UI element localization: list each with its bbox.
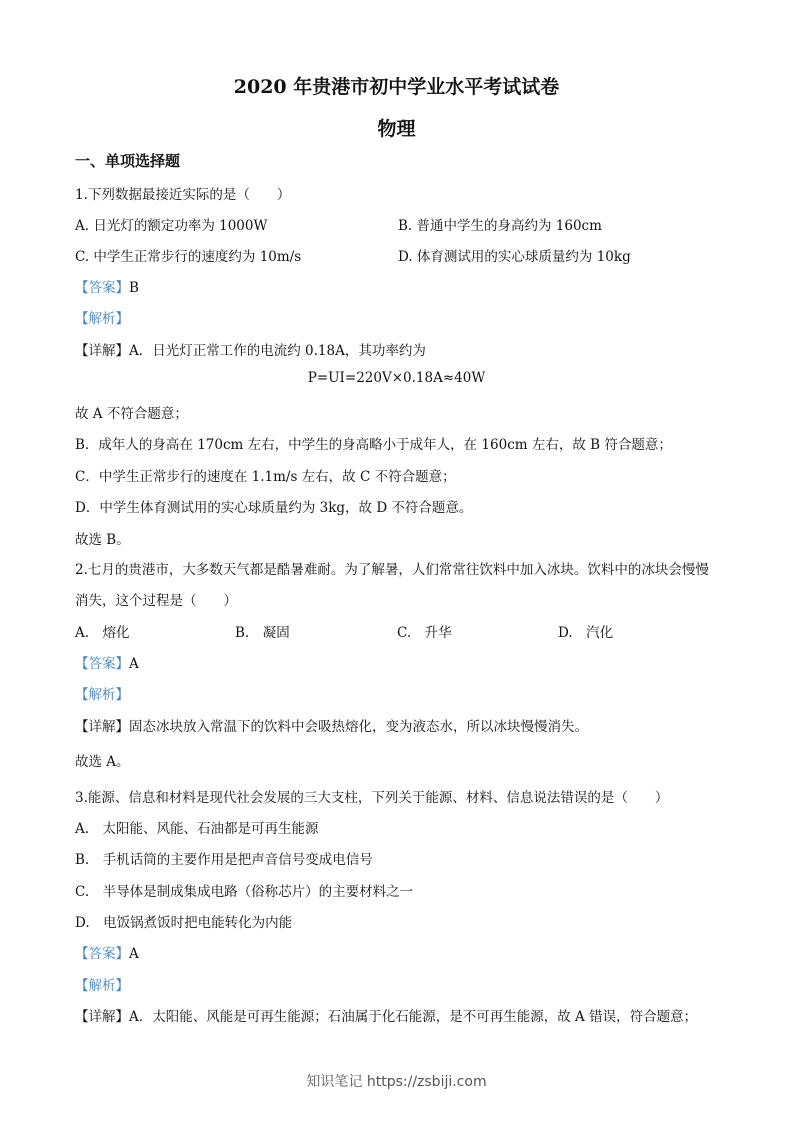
q3-answer <box>75 942 139 962</box>
q1-option-a: A. 日光灯的额定功率为 1000W <box>75 218 268 234</box>
answer-tag: 【答案】 <box>75 656 129 672</box>
q2-conclusion: 故选 A。 <box>75 754 130 770</box>
q1-option-b: B. 普通中学生的身高约为 160cm <box>398 218 602 234</box>
q2-option-c: C. 升华 <box>397 625 452 641</box>
q2-option-a: A. 熔化 <box>75 625 130 641</box>
answer-value: A <box>129 946 139 962</box>
q1-line-c: C．中学生正常步行的速度在 1.1m/s 左右，故 C 不符合题意； <box>75 469 456 485</box>
q2-option-d: D. 汽化 <box>558 625 614 641</box>
subject-title: 物理 <box>377 118 416 140</box>
q1-option-d: D. 体育测试用的实心球质量约为 10kg <box>398 249 631 265</box>
q1-line-b: B．成年人的身高在 170cm 左右，中学生的身高略小于成年人，在 160cm 左右，故 B 符合题意； <box>75 437 672 453</box>
page-footer: 知识笔记 https://zsbiji.com <box>306 1074 487 1090</box>
q3-detail <box>75 1005 697 1025</box>
q2-option-b: B. 凝固 <box>235 625 290 641</box>
q1-analysis-tag: 【解析】 <box>75 311 129 327</box>
q1-formula <box>0 370 793 386</box>
q1-detail <box>75 339 426 359</box>
q1-option-c: C. 中学生正常步行的速度约为 10m/s <box>75 249 302 265</box>
page-title: 2020 年贵港市初中学业水平考试试卷 <box>233 76 560 98</box>
detail-text: A．太阳能、风能是可再生能源；石油属于化石能源，是不可再生能源，故 A 错误，符合题意； <box>129 1009 698 1025</box>
q3-stem: 3.能源、信息和材料是现代社会发展的三大支柱，下列关于能源、材料、信息说法错误的是（ ） <box>75 790 669 806</box>
q3-option-d: D. 电饭锅煮饭时把电能转化为内能 <box>75 915 293 931</box>
q1-line-d: D．中学生体育测试用的实心球质量约为 3kg，故 D 不符合题意。 <box>75 500 473 516</box>
detail-text: 固态冰块放入常温下的饮料中会吸热熔化，变为液态水，所以冰块慢慢消失。 <box>129 719 588 735</box>
q1-stem: 1.下列数据最接近实际的是（ ） <box>75 187 291 203</box>
q1-line-a2: 故 A 不符合题意； <box>75 406 188 422</box>
q2-answer <box>75 652 139 672</box>
q2-detail <box>75 715 588 735</box>
section-heading: 一、单项选择题 <box>75 152 181 170</box>
q3-option-b: B. 手机话筒的主要作用是把声音信号变成电信号 <box>75 852 373 868</box>
q2-analysis-tag: 【解析】 <box>75 687 129 703</box>
answer-tag: 【答案】 <box>75 280 129 296</box>
q3-analysis-tag: 【解析】 <box>75 978 129 994</box>
answer-value: B <box>129 280 139 296</box>
q2-stem-line1: 2.七月的贵港市，大多数天气都是酷暑难耐。为了解暑，人们常常往饮料中加入冰块。饮料中的冰块会慢慢 <box>75 562 709 578</box>
q1-conclusion: 故选 B。 <box>75 532 130 548</box>
q3-option-c: C. 半导体是制成集成电路（俗称芯片）的主要材料之一 <box>75 884 414 900</box>
detail-tag: 【详解】 <box>75 343 129 359</box>
q1-answer <box>75 276 139 296</box>
q2-stem-line2: 消失，这个过程是（ ） <box>75 593 237 609</box>
answer-value: A <box>129 656 139 672</box>
q3-option-a: A. 太阳能、风能、石油都是可再生能源 <box>75 821 319 837</box>
detail-tag: 【详解】 <box>75 719 129 735</box>
answer-tag: 【答案】 <box>75 946 129 962</box>
detail-text: A．日光灯正常工作的电流约 0.18A，其功率约为 <box>129 343 426 359</box>
formula-text: P=UI=220V×0.18A≈40W <box>307 370 486 386</box>
detail-tag: 【详解】 <box>75 1009 129 1025</box>
